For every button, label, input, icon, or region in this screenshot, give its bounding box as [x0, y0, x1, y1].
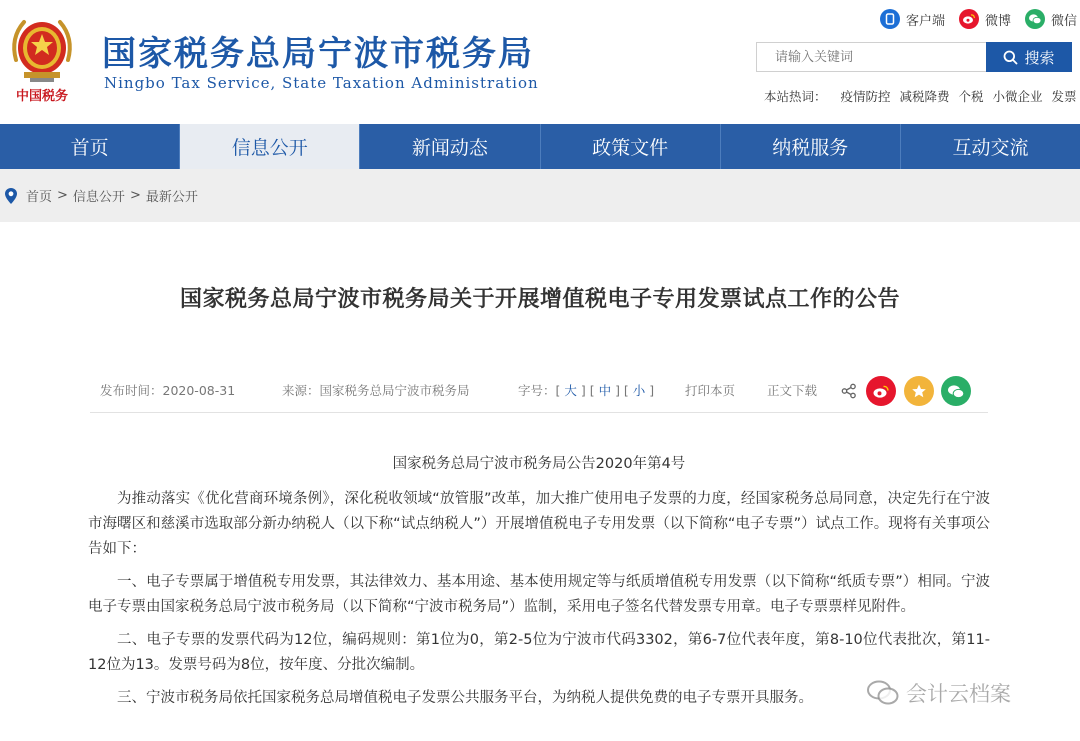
hot-words-label: 本站热词： — [764, 89, 827, 104]
nav-item-info-disclosure[interactable]: 信息公开 — [180, 124, 360, 169]
article-title: 国家税务总局宁波市税务局关于开展增值税电子专用发票试点工作的公告 — [179, 287, 900, 312]
doc-number: 国家税务总局宁波市税务局公告2020年第4号 — [392, 456, 686, 472]
watermark — [866, 678, 1011, 708]
wechat-icon — [1025, 9, 1045, 29]
mobile-app-label: 客户端 — [906, 13, 946, 29]
star-icon — [911, 383, 927, 399]
wechat-link[interactable] — [1025, 8, 1077, 30]
search-button[interactable] — [986, 42, 1072, 72]
font-size-control: 字号：[ 大 ] [ 中 ] [ 小 ] — [518, 383, 655, 398]
hot-word-item[interactable]: 减税降费 — [899, 89, 950, 104]
font-size-large[interactable]: 大 — [564, 383, 577, 398]
article-body — [88, 452, 990, 711]
nav-item-interaction[interactable]: 互动交流 — [952, 137, 1029, 159]
share-icon[interactable] — [841, 383, 857, 399]
wechat-label: 微信 — [1051, 13, 1078, 29]
mobile-app-icon — [880, 9, 900, 29]
mobile-app-link[interactable] — [880, 8, 945, 30]
search-icon — [1003, 50, 1018, 65]
article-meta — [100, 383, 988, 413]
article-paragraph: 二、电子专票的发票代码为12位，编码规则：第1位为0，第2-5位为宁波市代码3302，第6-7位代表年度，第8-10位代表批次，第11-12位为13。发票号码为8位，按年度、分批次编制。 — [88, 632, 990, 673]
breadcrumb-info-disclosure[interactable]: 信息公开 — [72, 190, 125, 205]
weibo-label: 微博 — [985, 13, 1012, 29]
weibo-icon — [872, 384, 890, 399]
meta-divider — [90, 412, 988, 413]
search-button-label: 搜索 — [1024, 48, 1055, 67]
article-paragraph: 三、宁波市税务局依托国家税务总局增值税电子发票公共服务平台，为纳税人提供免费的电子专票开具服务。 — [117, 690, 813, 706]
article-paragraph: 一、电子专票属于增值税专用发票，其法律效力、基本用途、基本使用规定等与纸质增值税专用发票（以下简称“纸质专票”）相同。宁波电子专票由国家税务总局宁波市税务局（以下简称“宁波市税务局”）监制，采用电子签名代替发票专用章。电子专票票样见附件。 — [88, 574, 990, 615]
nav-item-policy[interactable]: 政策文件 — [541, 124, 721, 169]
article-paragraph: 为推动落实《优化营商环境条例》，深化税收领域“放管服”改革，加大推广使用电子发票的力度，经国家税务总局同意，决定先行在宁波市海曙区和慈溪市选取部分新办纳税人（以下称“试点纳税人”）开展增值税电子专用发票（以下简称“电子专票”）试点工作。现将有关事项公告如下： — [88, 491, 990, 557]
breadcrumb-home[interactable]: 首页 — [26, 190, 53, 205]
breadcrumb-latest[interactable]: 最新公开 — [145, 190, 198, 205]
site-title: 国家税务总局宁波市税务局 — [102, 34, 534, 74]
main-nav — [0, 124, 1080, 169]
nav-item-home[interactable]: 首页 — [0, 124, 180, 169]
nav-item-news[interactable]: 新闻动态 — [360, 124, 540, 169]
search-box — [756, 42, 986, 72]
site-subtitle: Ningbo Tax Service, State Taxation Administration — [104, 74, 539, 92]
print-link[interactable]: 打印本页 — [685, 383, 736, 398]
wechat-icon — [947, 384, 965, 399]
breadcrumb-separator: > — [129, 188, 141, 203]
hot-word-item[interactable]: 个税 — [958, 89, 984, 104]
publish-date: 发布时间：2020-08-31 — [100, 383, 236, 398]
tax-emblem-logo[interactable] — [6, 8, 78, 104]
font-size-medium[interactable]: 中 — [598, 383, 612, 398]
hot-words — [764, 87, 1080, 105]
search-input[interactable] — [757, 43, 975, 71]
wechat-watermark-icon — [866, 679, 900, 707]
download-link[interactable]: 正文下载 — [767, 383, 818, 398]
site-header — [0, 0, 1080, 124]
font-size-small[interactable]: 小 — [632, 383, 646, 398]
hot-word-item[interactable]: 小微企业 — [992, 89, 1043, 104]
hot-word-item[interactable]: 发票 — [1051, 89, 1077, 104]
share-qzone-button[interactable] — [904, 376, 934, 406]
article-source: 来源：国家税务总局宁波市税务局 — [282, 383, 470, 398]
breadcrumb-separator: > — [57, 188, 68, 203]
watermark-text: 会计云档案 — [906, 682, 1011, 706]
font-size-label: 字号： — [518, 383, 556, 398]
nav-item-taxpayer-service[interactable]: 纳税服务 — [721, 124, 901, 169]
svg-text:中国税务: 中国税务 — [15, 89, 69, 104]
share-weibo-button[interactable] — [866, 376, 896, 406]
share-wechat-button[interactable] — [941, 376, 971, 406]
weibo-icon — [959, 9, 979, 29]
hot-word-item[interactable]: 疫情防控 — [840, 89, 891, 104]
location-pin-icon — [4, 187, 18, 205]
breadcrumb — [0, 169, 1080, 222]
weibo-link[interactable] — [959, 8, 1011, 30]
